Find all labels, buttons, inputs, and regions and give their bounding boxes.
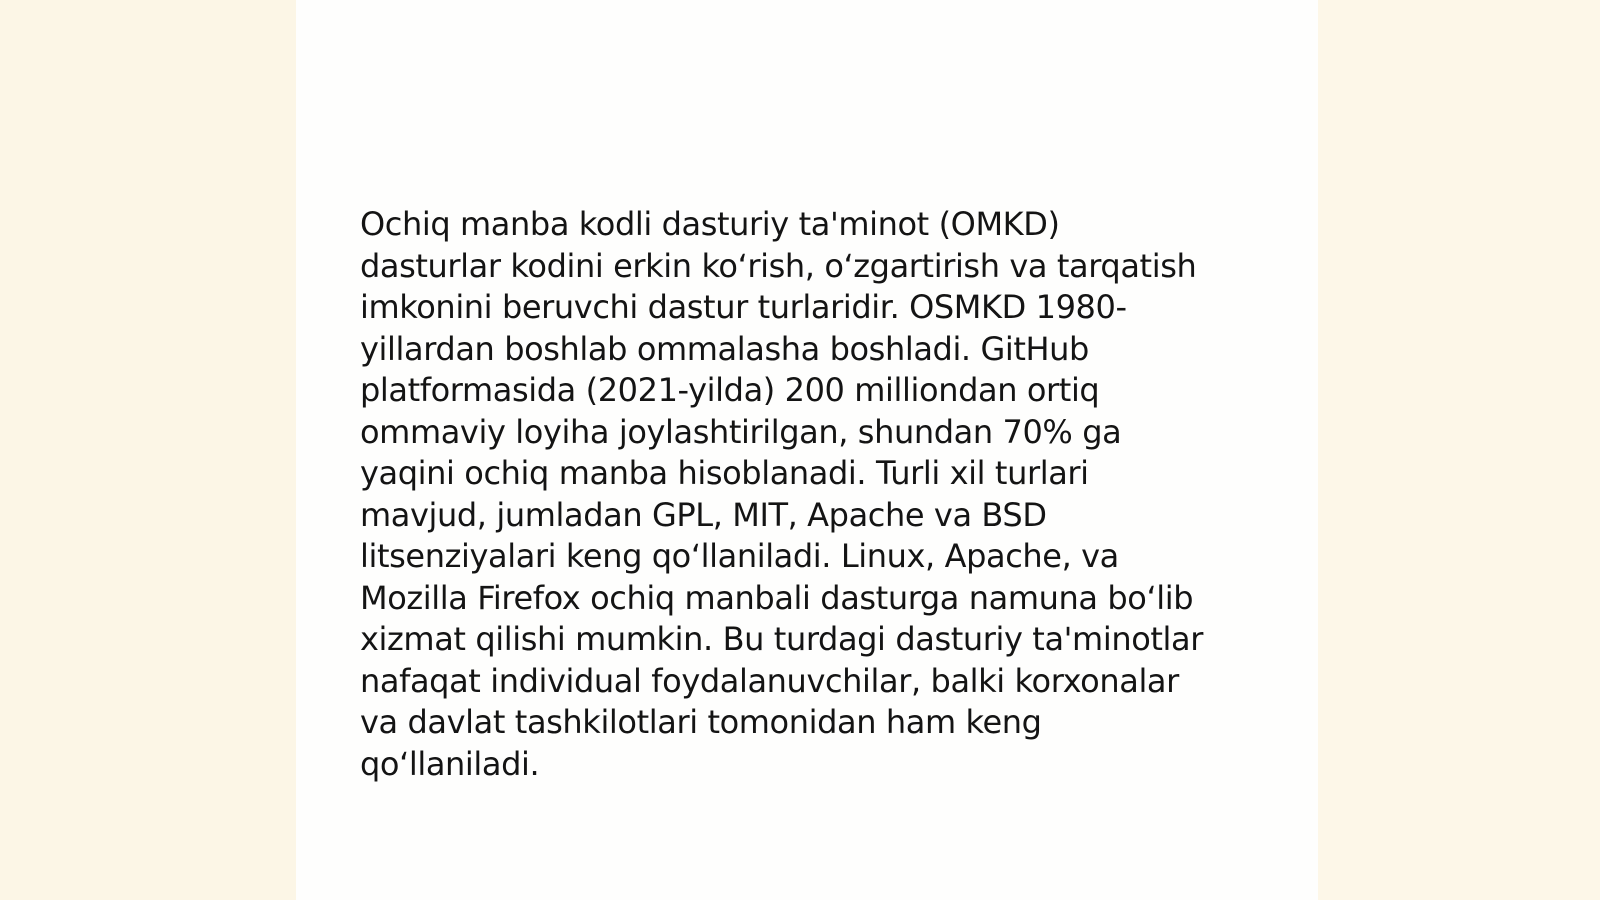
paragraph-line: va davlat tashkilotlari tomonidan ham keng — [360, 703, 1042, 741]
paragraph-line: Mozilla Firefox ochiq manbali dasturga namuna boʻlib — [360, 578, 1194, 617]
paragraph-line: ommaviy loyiha joylashtirilgan, shundan 70% ga — [360, 412, 1122, 451]
paragraph-line: Ochiq manba kodli dasturiy ta'minot (OMKD) — [360, 205, 1060, 243]
paragraph-line: qoʻllaniladi. — [360, 744, 540, 783]
paragraph-line: yaqini ochiq manba hisoblanadi. Turli xil turlari — [360, 454, 1089, 492]
left-margin-background — [0, 0, 296, 900]
paragraph-line: nafaqat individual foydalanuvchilar, balki korxonalar — [360, 661, 1179, 700]
paragraph-line: litsenziyalari keng qoʻllaniladi. Linux, Apache, va — [360, 537, 1119, 575]
paragraph-line: yillardan boshlab ommalasha boshladi. GitHub — [360, 329, 1089, 368]
paragraph-line: mavjud, jumladan GPL, MIT, Apache va BSD — [360, 495, 1047, 534]
document-page — [296, 0, 1318, 900]
paragraph-line: dasturlar kodini erkin koʻrish, oʻzgartirish va tarqatish — [360, 246, 1197, 285]
paragraph-line: imkonini beruvchi dastur turlaridir. OSMKD 1980- — [360, 288, 1127, 326]
paragraph-line: platformasida (2021-yilda) 200 milliondan ortiq — [360, 371, 1100, 409]
paragraph-line: xizmat qilishi mumkin. Bu turdagi dasturiy ta'minotlar — [360, 620, 1203, 658]
body-paragraph — [360, 204, 1260, 785]
right-margin-background — [1318, 0, 1600, 900]
